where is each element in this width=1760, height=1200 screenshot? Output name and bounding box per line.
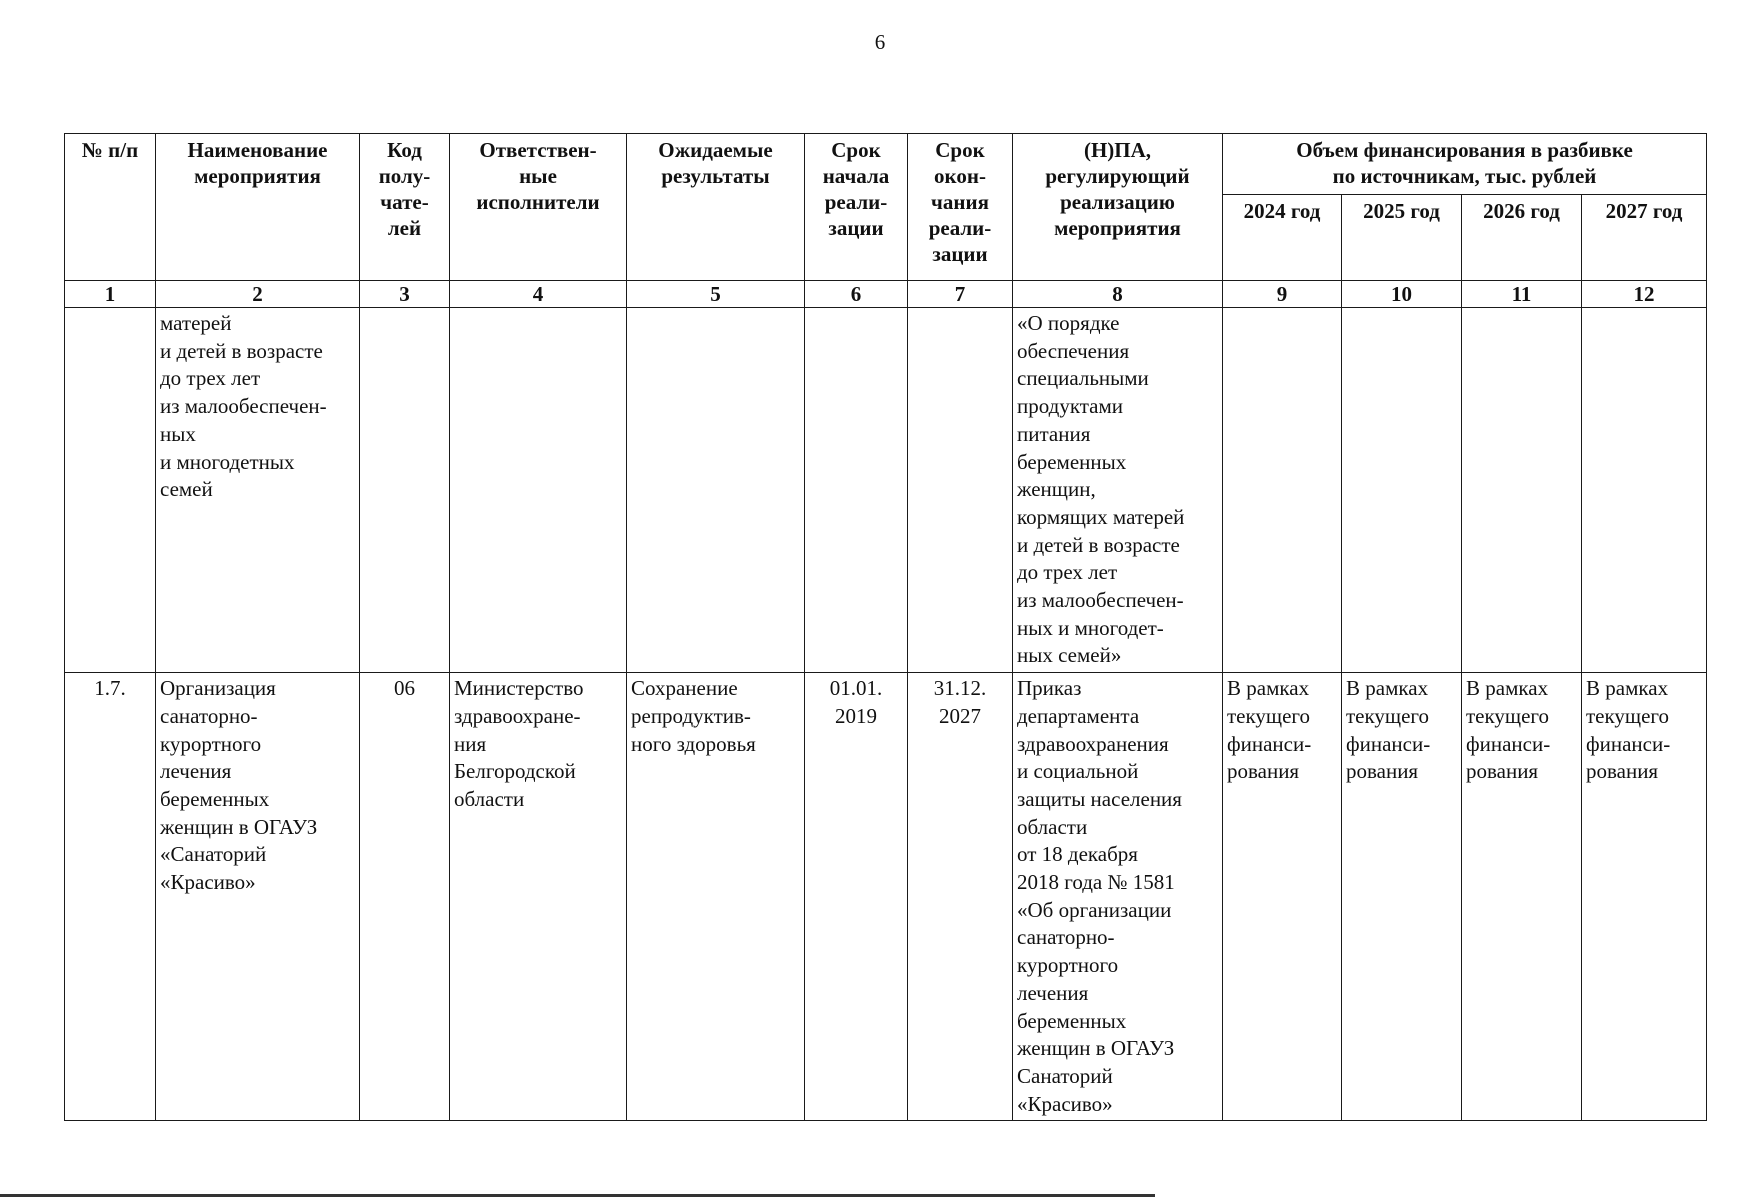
header-funding: Объем финансирования в разбивке по источникам, тыс. рублей	[1223, 134, 1707, 195]
column-number: 10	[1342, 281, 1462, 308]
cell-start	[805, 308, 908, 673]
cell-number: 1.7.	[65, 673, 156, 1121]
cell-funding-2026: В рамках текущего финанси- рования	[1462, 673, 1582, 1121]
header-executor: Ответствен- ные исполнители	[450, 134, 627, 281]
cell-result: Сохранение репродуктив- ного здоровья	[627, 673, 805, 1121]
header-end-date: Срок окон- чания реали- зации	[908, 134, 1013, 281]
column-number: 6	[805, 281, 908, 308]
cell-npa: «О порядке обеспечения специальными продуктами питания беременных женщин, кормящих матерей и детей в возрасте до трех лет из малообеспечен- ных и многодет- ных семей»	[1013, 308, 1223, 673]
table-row-1-7	[65, 673, 1707, 1121]
header-code: Код полу- чате- лей	[360, 134, 450, 281]
program-measures-table	[64, 133, 1707, 1121]
column-number: 11	[1462, 281, 1582, 308]
cell-funding-2024	[1223, 308, 1342, 673]
cell-code: 06	[360, 673, 450, 1121]
cell-funding-2027	[1582, 308, 1707, 673]
cell-executor	[450, 308, 627, 673]
cell-funding-2025: В рамках текущего финанси- рования	[1342, 673, 1462, 1121]
header-results: Ожидаемые результаты	[627, 134, 805, 281]
column-number: 12	[1582, 281, 1707, 308]
cell-funding-2026	[1462, 308, 1582, 673]
header-year-2026: 2026 год	[1462, 195, 1582, 281]
header-start-date: Срок начала реали- зации	[805, 134, 908, 281]
cell-start: 01.01. 2019	[805, 673, 908, 1121]
header-year-2025: 2025 год	[1342, 195, 1462, 281]
header-name: Наименование мероприятия	[156, 134, 360, 281]
column-number: 8	[1013, 281, 1223, 308]
header-row-1	[65, 134, 1707, 195]
column-number: 9	[1223, 281, 1342, 308]
column-number: 1	[65, 281, 156, 308]
column-number: 5	[627, 281, 805, 308]
cell-funding-2027: В рамках текущего финанси- рования	[1582, 673, 1707, 1121]
header-number: № п/п	[65, 134, 156, 281]
column-number: 7	[908, 281, 1013, 308]
cell-npa: Приказ департамента здравоохранения и социальной защиты населения области от 18 декабря 2018 года № 1581 «Об организации санаторно- курортного лечения беременных женщин в ОГАУЗ Санаторий «Красиво»	[1013, 673, 1223, 1121]
cell-end	[908, 308, 1013, 673]
cell-executor: Министерство здравоохране- ния Белгородской области	[450, 673, 627, 1121]
cell-number	[65, 308, 156, 673]
column-number: 4	[450, 281, 627, 308]
cell-name: Организация санаторно- курортного лечения беременных женщин в ОГАУЗ «Санаторий «Красиво»	[156, 673, 360, 1121]
table-row-continued	[65, 308, 1707, 673]
scan-bottom-rule	[0, 1194, 1155, 1197]
cell-funding-2024: В рамках текущего финанси- рования	[1223, 673, 1342, 1121]
page-number: 6	[874, 30, 886, 54]
cell-name: матерей и детей в возрасте до трех лет из малообеспечен- ных и многодетных семей	[156, 308, 360, 673]
header-year-2024: 2024 год	[1223, 195, 1342, 281]
header-year-2027: 2027 год	[1582, 195, 1707, 281]
cell-end: 31.12. 2027	[908, 673, 1013, 1121]
column-number: 3	[360, 281, 450, 308]
cell-result	[627, 308, 805, 673]
cell-code	[360, 308, 450, 673]
column-number-row	[65, 281, 1707, 308]
cell-funding-2025	[1342, 308, 1462, 673]
column-number: 2	[156, 281, 360, 308]
header-npa: (Н)ПА, регулирующий реализацию мероприятия	[1013, 134, 1223, 281]
